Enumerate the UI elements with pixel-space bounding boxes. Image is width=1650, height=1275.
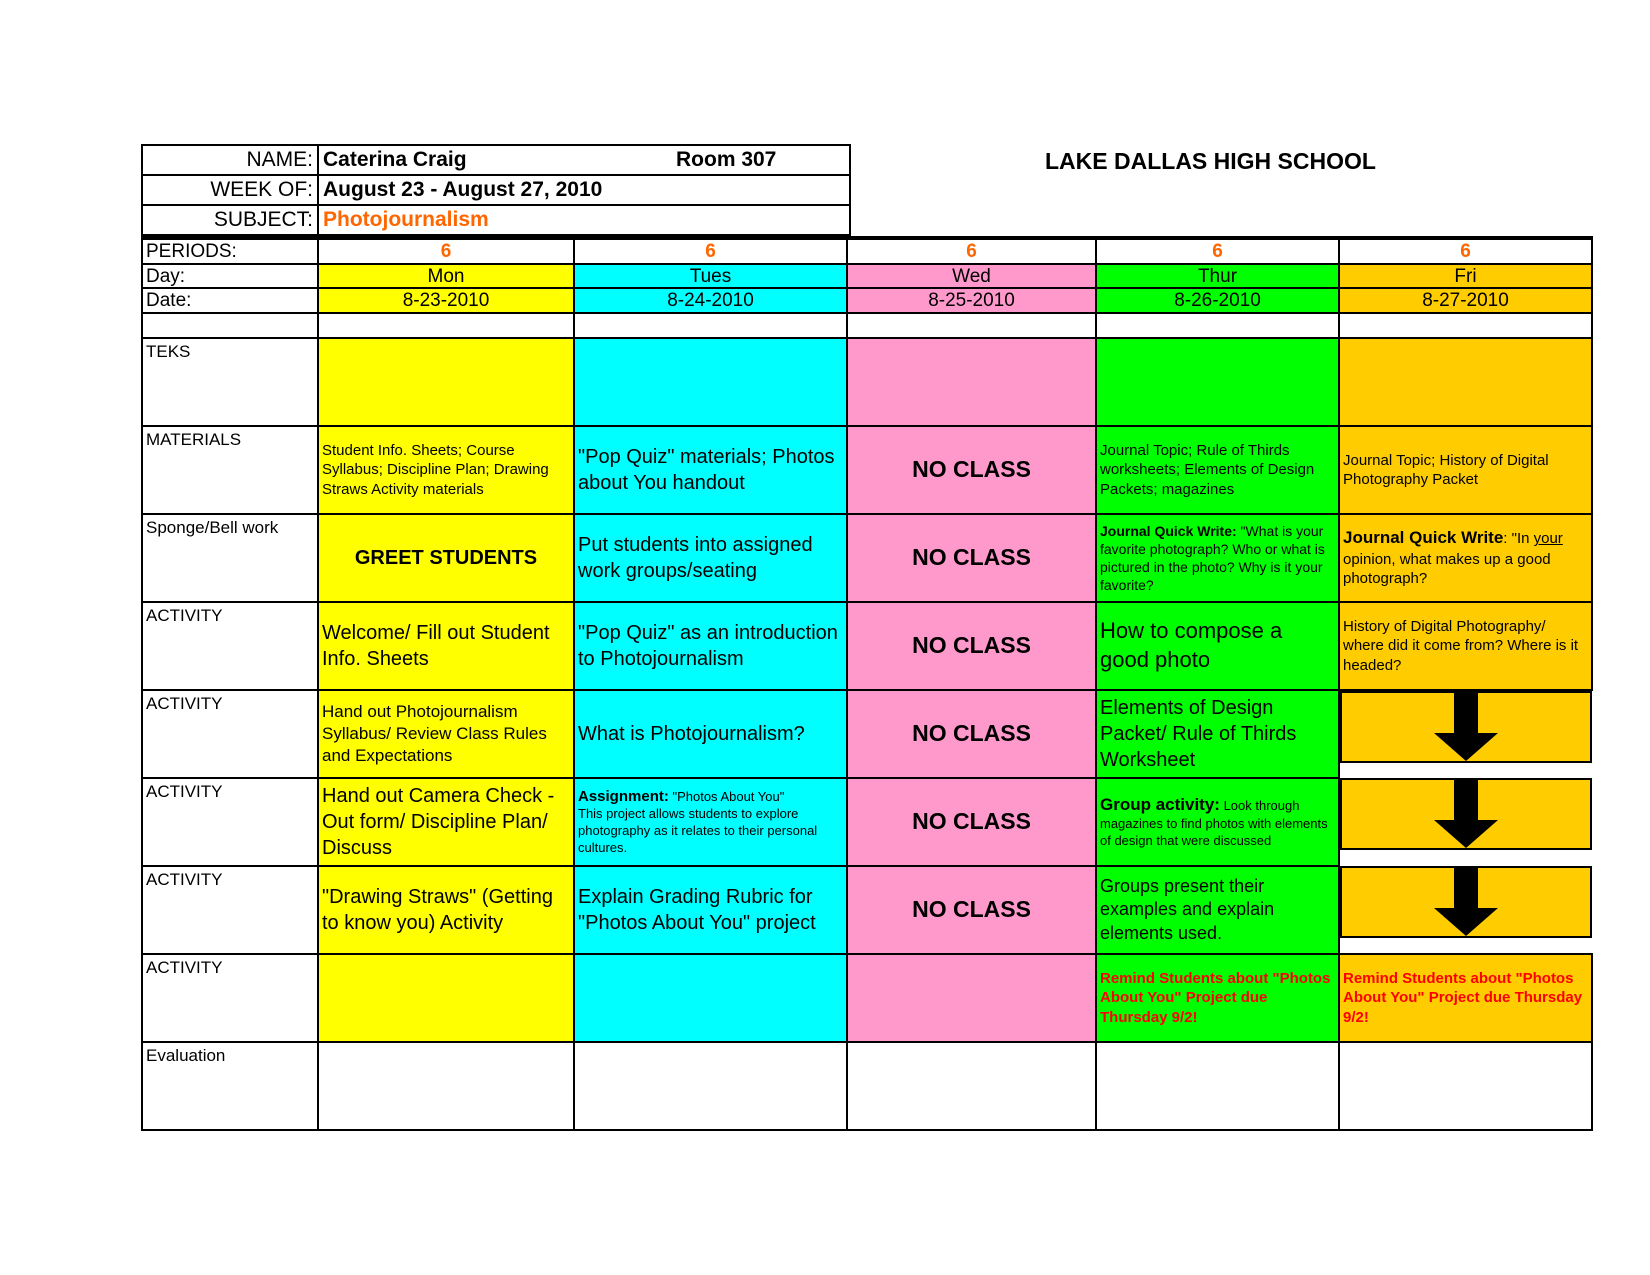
cell: "Pop Quiz" as an introduction to Photojournalism <box>574 602 847 690</box>
date: 8-23-2010 <box>318 288 574 313</box>
blank-row <box>142 313 1592 338</box>
row-label: ACTIVITY <box>142 690 318 778</box>
cell: NO CLASS <box>847 866 1096 954</box>
teks-row <box>142 338 1592 426</box>
cell <box>1096 514 1339 602</box>
activity-row <box>142 602 1592 690</box>
date-row <box>142 288 1592 313</box>
row-label: ACTIVITY <box>142 778 318 866</box>
cell <box>1340 778 1592 850</box>
cell <box>574 778 847 866</box>
activity-row <box>142 954 1592 1042</box>
activity-row <box>142 690 1592 778</box>
text: Look through magazines to find photos with elements of design that were discussed <box>1100 798 1328 849</box>
text: "What is your favorite photograph? Who or what is pictured in the photo? Why is it your favorite? <box>1100 522 1325 594</box>
day-row <box>142 264 1592 288</box>
activity-row <box>142 866 1592 954</box>
row-label: ACTIVITY <box>142 954 318 1042</box>
period: 6 <box>574 238 847 264</box>
day: Fri <box>1339 264 1592 288</box>
cell: What is Photojournalism? <box>574 690 847 778</box>
week-label: WEEK OF: <box>142 175 318 205</box>
day: Tues <box>574 264 847 288</box>
cell: Journal Topic; History of Digital Photography Packet <box>1339 426 1592 514</box>
teacher-name: Caterina Craig <box>323 148 467 171</box>
row-label: Sponge/Bell work <box>142 514 318 602</box>
cell: NO CLASS <box>847 778 1096 866</box>
sponge-row <box>142 514 1592 602</box>
date: 8-24-2010 <box>574 288 847 313</box>
materials-row <box>142 426 1592 514</box>
cell: Elements of Design Packet/ Rule of Thirds Worksheet <box>1096 690 1339 778</box>
cell <box>1339 514 1592 602</box>
row-label: Day: <box>142 264 318 288</box>
day: Wed <box>847 264 1096 288</box>
lesson-plan-grid <box>141 236 1593 1131</box>
cell: Student Info. Sheets; Course Syllabus; Discipline Plan; Drawing Straws Activity materials <box>318 426 574 514</box>
week-value: August 23 - August 27, 2010 <box>318 175 850 205</box>
cell: "Pop Quiz" materials; Photos about You handout <box>574 426 847 514</box>
name-label: NAME: <box>142 145 318 175</box>
cell: How to compose a good photo <box>1096 602 1339 690</box>
text: : "In <box>1503 530 1534 548</box>
cell: NO CLASS <box>847 602 1096 690</box>
cell: NO CLASS <box>847 514 1096 602</box>
text: opinion, what makes up a good photograph? <box>1343 550 1551 588</box>
bold-label: Assignment: <box>578 787 669 805</box>
bold-label: Journal Quick Write: <box>1100 522 1237 539</box>
cell: Welcome/ Fill out Student Info. Sheets <box>318 602 574 690</box>
date: 8-26-2010 <box>1096 288 1339 313</box>
cell <box>1096 778 1339 866</box>
cell: NO CLASS <box>847 426 1096 514</box>
row-label: Evaluation <box>142 1042 318 1130</box>
text: This project allows students to explore photography as it relates to their personal cultures. <box>578 806 818 856</box>
period: 6 <box>847 238 1096 264</box>
subject-value: Photojournalism <box>318 205 850 235</box>
date: 8-27-2010 <box>1339 288 1592 313</box>
reminder: Remind Students about "Photos About You" Project due Thursday 9/2! <box>1339 954 1592 1042</box>
cell: Journal Topic; Rule of Thirds worksheets; Elements of Design Packets; magazines <box>1096 426 1339 514</box>
header-info <box>141 144 851 236</box>
cell: Hand out Camera Check - Out form/ Discipline Plan/ Discuss <box>318 778 574 866</box>
row-label: Date: <box>142 288 318 313</box>
text: "Photos About You" <box>668 788 785 804</box>
period: 6 <box>318 238 574 264</box>
cell: "Drawing Straws" (Getting to know you) Activity <box>318 866 574 954</box>
cell <box>1340 866 1592 938</box>
bold-label: Journal Quick Write <box>1343 528 1504 548</box>
school-name: LAKE DALLAS HIGH SCHOOL <box>1045 148 1376 174</box>
date: 8-25-2010 <box>847 288 1096 313</box>
day: Mon <box>318 264 574 288</box>
cell: Explain Grading Rubric for "Photos About You" project <box>574 866 847 954</box>
text: your <box>1533 530 1563 548</box>
reminder: Remind Students about "Photos About You" Project due Thursday 9/2! <box>1096 954 1339 1042</box>
down-arrow-icon <box>1432 868 1500 936</box>
bold-label: Group activity: <box>1100 795 1220 815</box>
row-label: ACTIVITY <box>142 866 318 954</box>
row-label: PERIODS: <box>142 238 318 264</box>
period: 6 <box>1339 238 1592 264</box>
cell: Groups present their examples and explain elements used. <box>1096 866 1339 954</box>
cell: GREET STUDENTS <box>318 514 574 602</box>
periods-row <box>142 238 1592 264</box>
down-arrow-icon <box>1432 780 1500 848</box>
row-label: MATERIALS <box>142 426 318 514</box>
cell: History of Digital Photography/ where did it come from? Where is it headed? <box>1339 602 1592 690</box>
evaluation-row <box>142 1042 1592 1130</box>
period: 6 <box>1096 238 1339 264</box>
day: Thur <box>1096 264 1339 288</box>
subject-label: SUBJECT: <box>142 205 318 235</box>
room: Room 307 <box>676 148 777 171</box>
cell: Hand out Photojournalism Syllabus/ Review Class Rules and Expectations <box>318 690 574 778</box>
row-label: TEKS <box>142 338 318 426</box>
activity-row <box>142 778 1592 866</box>
down-arrow-icon <box>1432 693 1500 761</box>
row-label: ACTIVITY <box>142 602 318 690</box>
cell: Put students into assigned work groups/seating <box>574 514 847 602</box>
cell <box>1340 691 1592 763</box>
cell: NO CLASS <box>847 690 1096 778</box>
